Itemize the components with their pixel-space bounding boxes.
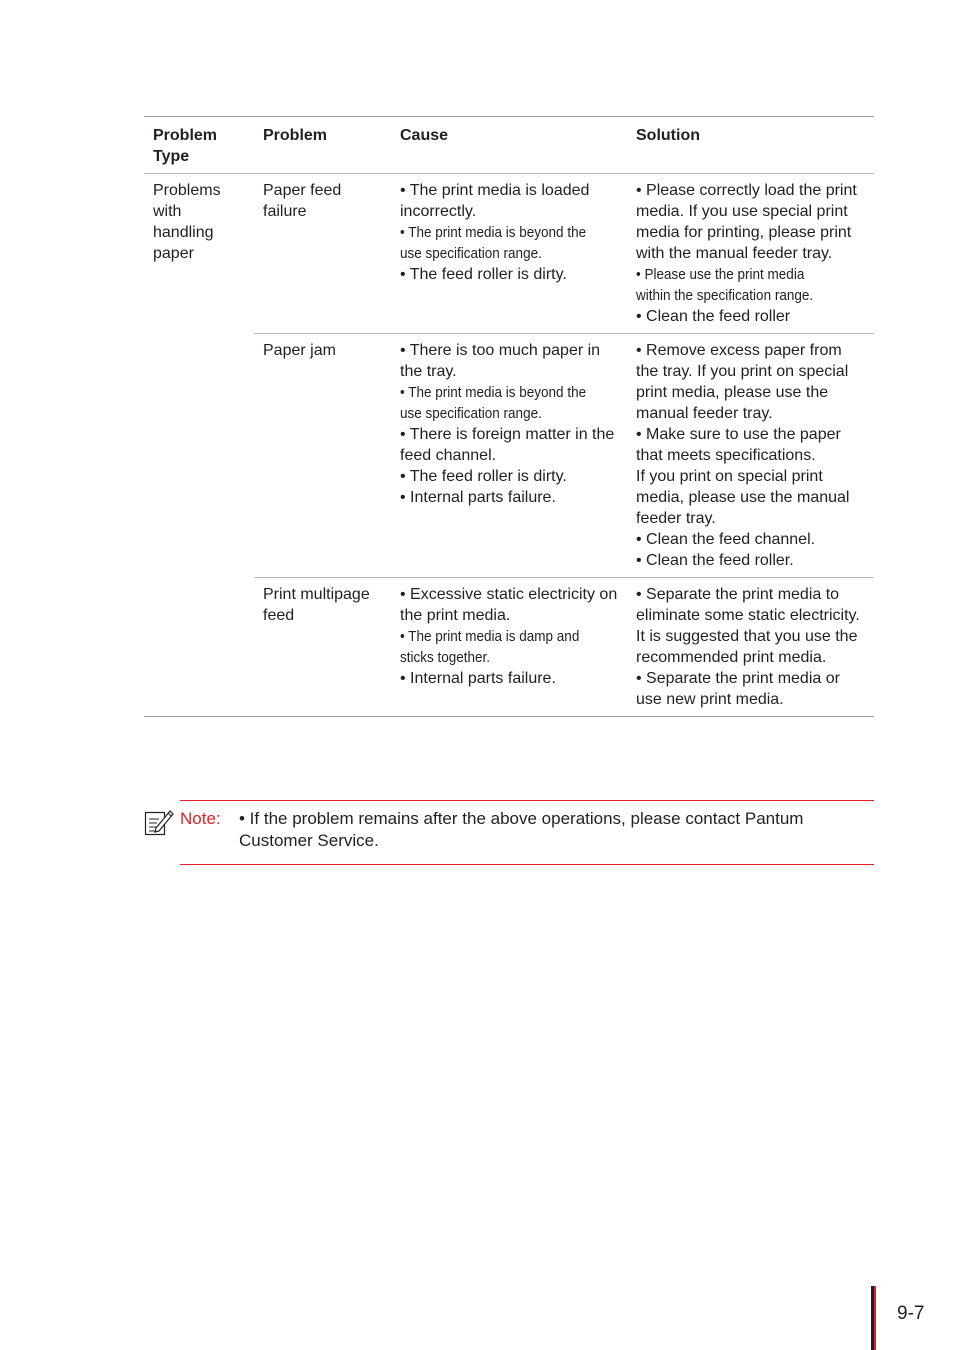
problem-cell [254,174,391,334]
table-row [144,174,874,334]
header-solution: Solution [627,117,874,174]
cell-line: • The print media is beyond the [400,224,587,241]
cell-line: If you print on special print media, please use the manual feeder tray. [636,468,850,527]
cell-line: • There is foreign matter in the feed channel. [400,426,615,464]
troubleshooting-table [144,116,874,717]
solution-cell [627,334,874,578]
cause-cell [391,334,627,578]
cell-line: • Please use the print media [636,266,805,283]
cell-line: sticks together. [400,649,491,666]
note-box [144,800,874,864]
cell-line: • Make sure to use the paper that meets specifications. [636,426,841,464]
footer-accent-bar [871,1286,875,1350]
cell-line: • Clean the feed channel. [636,531,816,548]
table-row [144,334,874,578]
solution-cell [627,174,874,334]
cell-line: • The print media is damp and [400,628,580,645]
cell-line: use specification range. [400,405,542,422]
header-cause: Cause [391,117,627,174]
problem-type-text: Problems with handling paper [153,182,221,262]
cell-line: use specification range. [400,245,542,262]
table-header-row [144,117,874,174]
cause-cell [391,578,627,717]
problem-text: Paper jam [263,342,336,359]
cause-cell [391,174,627,334]
cell-line: • The feed roller is dirty. [400,266,567,283]
cell-line: • Please correctly load the print media. If you use special print media for printing, please print with the manual feeder tray. [636,182,857,262]
solution-cell [627,578,874,717]
cell-line: • Separate the print media to eliminate some static electricity. It is suggested that you use the recommended print media. [636,586,860,666]
problem-type-cell [144,174,254,717]
problem-cell [254,578,391,717]
page-number: 9-7 [897,1303,925,1324]
cell-line: • The print media is beyond the [400,384,587,401]
header-problem: Problem [254,117,391,174]
cell-line: • Separate the print media or use new print media. [636,670,840,708]
cell-line: • The print media is loaded incorrectly. [400,182,590,220]
cell-line: • The feed roller is dirty. [400,468,567,485]
note-bottom-rule [180,864,874,865]
cell-line: • Clean the feed roller [636,308,791,325]
cell-line: • There is too much paper in the tray. [400,342,601,380]
problem-cell [254,334,391,578]
cell-line: within the specification range. [636,287,814,304]
table-row [144,578,874,717]
cell-line: • Excessive static electricity on the print media. [400,586,618,624]
note-top-rule [180,800,874,801]
cell-line: • Clean the feed roller. [636,552,794,569]
note-label: Note: [180,809,221,828]
cell-line: • Remove excess paper from the tray. If you print on special print media, please use the manual feeder tray. [636,342,849,422]
note-pencil-icon [144,808,174,836]
cell-line: • Internal parts failure. [400,489,556,506]
cell-line: • Internal parts failure. [400,670,556,687]
note-text: • If the problem remains after the above operations, please contact Pantum Customer Service. [239,809,804,850]
header-problem-type: Problem Type [144,117,254,174]
problem-text: Print multipage feed [263,586,370,624]
problem-text: Paper feed failure [263,182,342,220]
